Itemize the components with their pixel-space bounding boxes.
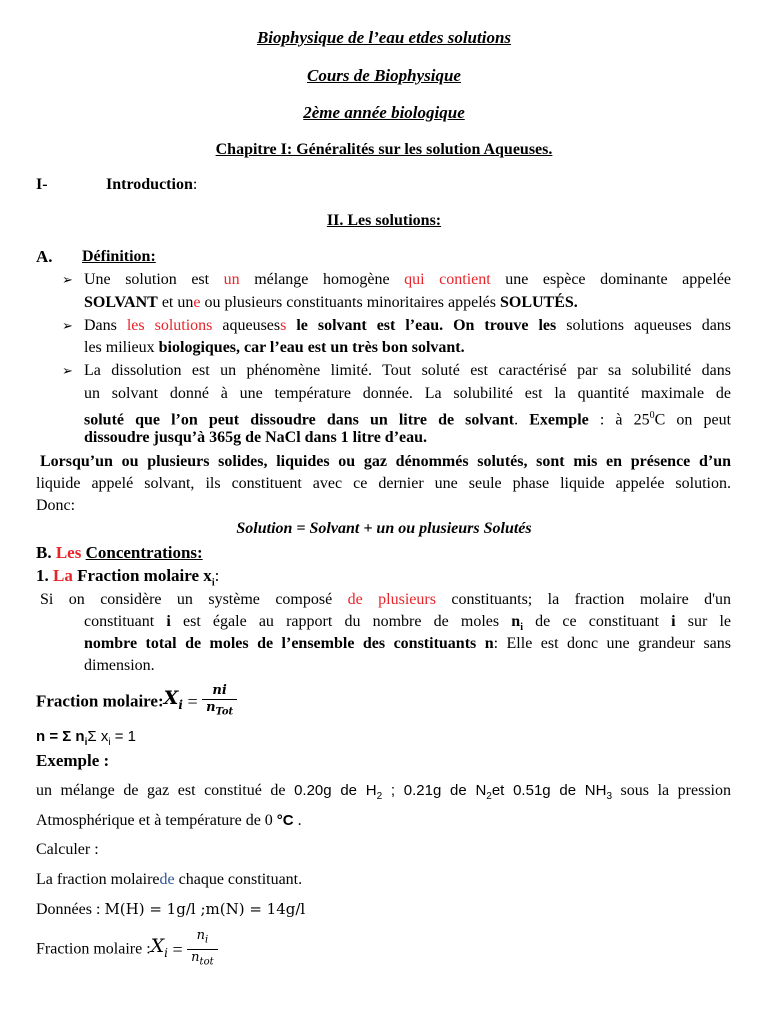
fraction-text-line-2: constituant i est égale au rapport du nombre de moles $n_i$ de ce constituant i sur le xyxy=(84,613,731,634)
calculer-label: Calculer : xyxy=(36,841,99,858)
fraction-molaire-formula: Fraction $molaire:X_i$ = $\frac{ni}{n_{Tot}}$ xyxy=(36,680,237,716)
course-title: Cours de Biophysique xyxy=(307,66,461,85)
definition-bullet-1-line-1: Une solution est un mélange homogène qui contient une espèce dominante appelée xyxy=(84,271,732,288)
definition-heading: Définition: xyxy=(82,248,156,265)
intro-number: I- xyxy=(36,176,48,193)
solution-formula: Solution = Solvant + un ou plusieurs Solutés xyxy=(236,520,532,537)
chapter-title: Chapitre I: Généralités sur les solution Aqueuses. xyxy=(215,141,553,158)
fraction-text-line-3: nombre total de moles de l’ensemble des constituants n: Elle est donc une grandeur sans xyxy=(84,635,731,652)
bullet-arrow-icon: ➢ xyxy=(62,272,73,287)
definition-bullet-2-line-2: les milieux biologiques, car l’eau est un très bon solvant. xyxy=(84,339,465,356)
exemple-heading: Exemple : xyxy=(36,751,110,770)
example-line-1: un mélange de gaz est constitué de 0.20g de $H_2$ ; 0.21g de $N_2et$ 0.51g de $NH_3$ sous la pression xyxy=(36,782,732,803)
fraction-text-line-4: dimension. xyxy=(84,657,155,674)
concentrations-heading: B. Les Concentrations: xyxy=(36,543,203,562)
definition-bullet-3-line-3: soluté que l’on peut dissoudre dans un litre de solvant. Exemple : à $25^0C$ on peut xyxy=(84,410,732,429)
fraction-task-line: La fraction molairede chaque constituant. xyxy=(36,871,303,888)
solution-paragraph-line-3: Donc: xyxy=(36,497,76,514)
document-title: Biophysique de l’eau etdes solutions xyxy=(256,28,512,47)
section-solutions-heading: II. Les solutions: xyxy=(326,212,442,229)
intro-heading: Introduction: xyxy=(106,176,198,193)
fraction-molaire-heading: 1. La Fraction molaire $x_i$: xyxy=(36,566,220,589)
donnees-line: Données : M(H) = 1g/l ;m(N) = 14g/l xyxy=(36,900,306,918)
year-title: 2ème année biologique xyxy=(303,103,465,122)
sum-formula: n = Σ $n_i\Sigma$ $x_i = 1$ xyxy=(36,728,136,748)
definition-letter: A. xyxy=(36,247,53,266)
fraction-molaire-formula-2: Fraction molaire $:X_i$ = $\frac{n_i}{n_{tot}}$ xyxy=(36,928,218,964)
solution-paragraph-line-2: liquide appelé solvant, ils constituent avec ce dernier une seule phase liquide appelée solution. xyxy=(36,475,731,492)
definition-bullet-3-line-1: La dissolution est un phénomène limité. Tout soluté est caractérisé par sa solubilité dans xyxy=(84,362,731,379)
bullet-arrow-icon: ➢ xyxy=(62,363,73,378)
definition-bullet-2-line-1: Dans les solutions aqueusess le solvant est l’eau. On trouve les solutions aqueuses dans xyxy=(84,317,732,334)
solution-paragraph-line-1: Lorsqu’un ou plusieurs solides, liquides ou gaz dénommés solutés, sont mis en présence d’un xyxy=(40,453,731,470)
bullet-arrow-icon: ➢ xyxy=(62,318,73,333)
definition-bullet-1-line-2: SOLVANT et une ou plusieurs constituants minoritaires appelés SOLUTÉS. xyxy=(84,294,578,311)
definition-bullet-3-line-4: dissoudre jusqu’à 365g de NaCl dans 1 litre d’eau. xyxy=(84,429,428,446)
fraction-text-line-1: Si on considère un système composé de plusieurs constituants; la fraction molaire d'un xyxy=(40,591,731,608)
definition-bullet-3-line-2: un solvant donné à une température donnée. La solubilité est la quantité maximale de xyxy=(84,385,731,402)
example-line-2: Atmosphérique et à température de 0 °C . xyxy=(36,812,302,829)
